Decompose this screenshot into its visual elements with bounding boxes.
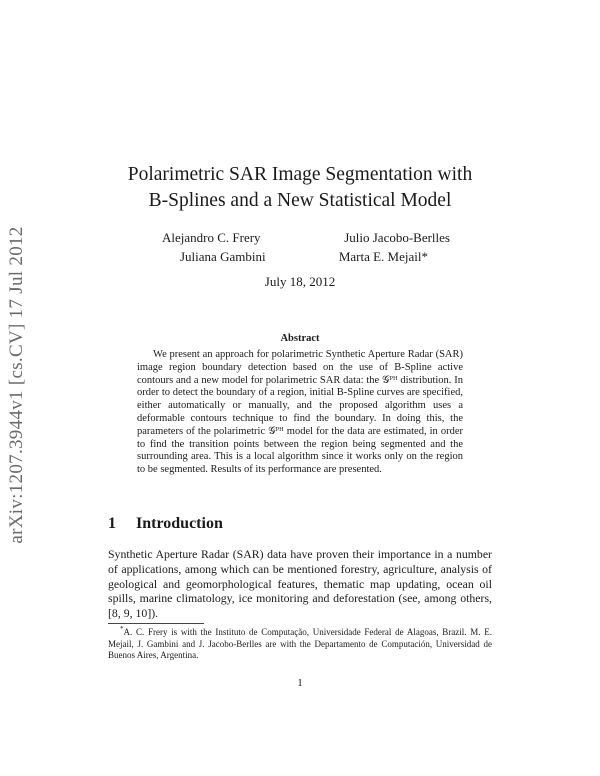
author-jacobo-berlles: Julio Jacobo-Berlles: [344, 230, 450, 245]
introduction-paragraph: Synthetic Aperture Radar (SAR) data have proven their importance in a number of applications, among which can be mentioned forestry, agriculture, analysis of geological and geomorphological features, thematic map updating, ocean oil spills, marine climatology, ice monitoring and deforestation (see, among others, [8, 9, 10]).: [108, 547, 492, 621]
section-heading-introduction: [108, 515, 223, 533]
page-number: 1: [297, 677, 303, 689]
footnote-divider: [108, 623, 204, 624]
author-mejail: Marta E. Mejail*: [338, 249, 428, 264]
title-line-1: Polarimetric SAR Image Segmentation with: [127, 164, 473, 185]
paper-title: [60, 162, 540, 214]
abstract-heading: Abstract: [280, 333, 320, 344]
author-row-1: [150, 228, 450, 247]
footnote-text: A. C. Frery is with the Instituto de Computação, Universidade Federal de Alagoas, Brazil. M. E. Mejail, J. Gambini and J. Jacobo-Berlles are with the Departamento de Computación, Universidad de Buenos Aires, Argentina.: [108, 627, 492, 661]
paper-date: July 18, 2012: [264, 274, 336, 289]
author-block: [150, 228, 450, 266]
author-frery: Alejandro C. Frery: [162, 230, 261, 245]
footnote-mark: *: [120, 625, 124, 633]
author-gambini: Juliana Gambini: [180, 249, 266, 264]
section-title: Introduction: [136, 515, 223, 532]
author-row-2: [150, 247, 450, 266]
section-number: 1: [108, 515, 116, 532]
title-line-2: B-Splines and a New Statistical Model: [148, 190, 452, 211]
abstract-text: We present an approach for polarimetric Synthetic Aperture Radar (SAR) image region boundary detection based on the use of B-Spline active contours and a new model for polarimetric SAR data: the 𝒢ᴾᴴ distribution. In order to detect the boundary of a region, initial B-Spline curves are specified, either automatically or manually, and the proposed algorithm uses a deformable contours technique to find the boundary. In doing this, the parameters of the polarimetric 𝒢ᴾᴴ model for the data are estimated, in order to find the transition points between the region being segmented and the surrounding area. This is a local algorithm since it works only on the region to be segmented. Results of its performance are presented.: [137, 349, 463, 476]
footnote: [108, 627, 492, 662]
arxiv-identifier: arXiv:1207.3944v1 [cs.CV] 17 Jul 2012: [6, 226, 27, 544]
